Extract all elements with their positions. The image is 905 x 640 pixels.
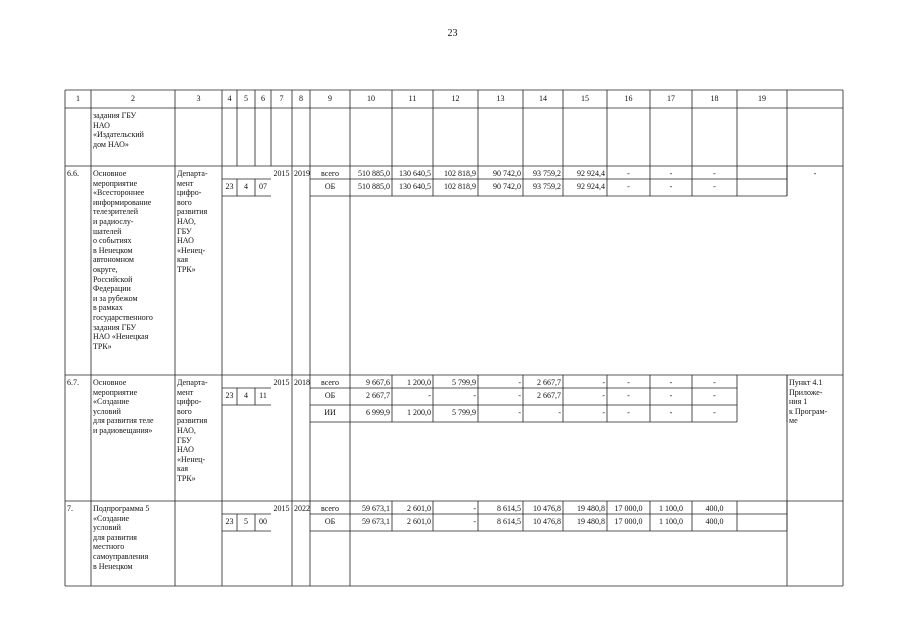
- executor-line: НАО: [177, 236, 194, 246]
- executor-line: НАО,: [177, 217, 196, 226]
- header-cell: 10: [367, 94, 375, 103]
- budget-value: -: [669, 378, 673, 387]
- section-name-line: о событиях: [93, 236, 132, 246]
- section-name-line: «Всестороннее: [93, 188, 145, 198]
- header-cell: 14: [539, 94, 547, 103]
- budget-value: 130 640,5: [399, 182, 431, 191]
- funding-source: всего: [320, 169, 339, 178]
- budget-value: -: [558, 408, 561, 417]
- executor-line: кая: [177, 464, 188, 474]
- budget-value: 1 100,0: [659, 504, 683, 513]
- executor-line: НАО: [177, 445, 194, 455]
- header-cell: 11: [408, 94, 417, 103]
- executor-line: Департа-: [177, 378, 208, 387]
- section-name-line: шателей: [93, 226, 122, 236]
- budget-code: 07: [259, 182, 267, 191]
- header-cell: 2: [131, 94, 135, 103]
- budget-value: 1 100,0: [659, 517, 683, 526]
- budget-value: 5 799,9: [452, 408, 476, 417]
- continuation-name-line: НАО: [93, 120, 110, 130]
- budget-value: -: [627, 408, 630, 417]
- budget-table: [65, 90, 843, 586]
- budget-value: 10 476,8: [533, 517, 561, 526]
- budget-value: 130 640,5: [399, 169, 431, 178]
- budget-value: 510 885,0: [358, 182, 390, 191]
- budget-value: 17 000,0: [614, 504, 643, 513]
- section-name-line: для развития: [93, 532, 137, 542]
- section-name-line: телезрителей: [93, 207, 138, 217]
- header-cell: 13: [496, 94, 505, 103]
- end-year: 2019: [294, 169, 310, 178]
- page-number: 23: [447, 28, 458, 39]
- section-name-line: в Ненецком: [93, 561, 133, 571]
- budget-value: 510 885,0: [358, 169, 390, 178]
- section-name-line: информирование: [93, 197, 152, 207]
- executor-line: цифро-: [177, 397, 202, 407]
- continuation-name-line: задания ГБУ: [93, 111, 137, 120]
- section-id: 7.: [67, 504, 73, 513]
- budget-value: -: [428, 391, 431, 400]
- executor-line: мент: [177, 387, 194, 397]
- budget-value: 2 601,0: [407, 504, 431, 513]
- budget-value: 59 673,1: [362, 517, 390, 526]
- budget-value: -: [518, 408, 521, 417]
- budget-value: 8 614,5: [497, 517, 521, 526]
- budget-value: -: [473, 391, 476, 400]
- budget-code: 00: [259, 517, 267, 526]
- section-name-line: и за рубежом: [93, 293, 138, 303]
- executor-line: мент: [177, 178, 194, 188]
- budget-code: 23: [225, 391, 234, 400]
- executor-line: кая: [177, 255, 188, 265]
- section-name-line: государственного: [93, 313, 153, 322]
- section-name-line: условий: [93, 523, 121, 533]
- budget-code: 23: [225, 182, 234, 191]
- budget-value: -: [713, 169, 716, 178]
- budget-value: 92 924,4: [577, 182, 605, 191]
- budget-value: 8 614,5: [497, 504, 521, 513]
- note-line: к Програм-: [789, 406, 828, 416]
- budget-value: 10 476,8: [533, 504, 561, 513]
- budget-value: 90 742,0: [493, 182, 521, 191]
- budget-value: -: [713, 182, 716, 191]
- budget-value: -: [669, 391, 673, 400]
- section-name-line: Федерации: [93, 284, 131, 294]
- budget-value: 102 818,9: [444, 182, 476, 191]
- budget-value: -: [669, 169, 673, 178]
- budget-value: 2 667,7: [537, 391, 561, 400]
- section-name-line: «Создание: [93, 513, 130, 523]
- budget-value: -: [473, 517, 476, 526]
- executor-line: ТРК»: [177, 474, 196, 483]
- section-name-line: условий: [93, 406, 121, 416]
- executor-line: ГБУ: [177, 435, 192, 445]
- budget-value: 5 799,9: [452, 378, 476, 387]
- funding-source: всего: [320, 504, 339, 513]
- funding-source: ОБ: [324, 182, 336, 191]
- start-year: 2015: [273, 504, 290, 513]
- header-cell: 5: [244, 94, 248, 103]
- budget-value: -: [602, 391, 605, 400]
- budget-value: -: [473, 504, 476, 513]
- section-name-line: Основное: [93, 169, 127, 178]
- budget-value: -: [713, 391, 716, 400]
- end-year: 2022: [294, 504, 310, 513]
- section-name-line: для развития теле: [93, 416, 154, 426]
- continuation-name-line: «Издательский: [93, 130, 144, 140]
- budget-value: 2 667,7: [537, 378, 561, 387]
- section-name-line: округе,: [93, 265, 118, 274]
- note-line: Пункт 4.1: [789, 378, 823, 387]
- budget-value: 1 200,0: [407, 378, 431, 387]
- section-name-line: Основное: [93, 378, 127, 387]
- executor-line: развития: [177, 416, 208, 426]
- budget-value: -: [627, 378, 630, 387]
- header-cell: 12: [451, 94, 460, 103]
- section-name-line: Российской: [93, 274, 133, 284]
- budget-value: -: [518, 391, 521, 400]
- header-cell: 9: [328, 94, 332, 103]
- note-line: ме: [789, 416, 798, 426]
- header-cell: 7: [279, 94, 284, 103]
- section-name-line: Подпрограмма 5: [93, 504, 150, 513]
- section-name-line: в Ненецком: [93, 245, 133, 255]
- budget-value: 6 999,9: [366, 408, 390, 417]
- executor-line: развития: [177, 207, 208, 217]
- budget-value: 93 759,2: [533, 182, 561, 191]
- executor-line: «Ненец-: [177, 454, 206, 464]
- budget-value: 17 000,0: [614, 517, 643, 526]
- section-name-line: мероприятие: [93, 387, 138, 397]
- executor-line: ГБУ: [177, 226, 192, 236]
- funding-source: ИИ: [324, 408, 336, 417]
- budget-value: 2 601,0: [407, 517, 431, 526]
- budget-value: 19 480,8: [577, 504, 605, 513]
- budget-value: -: [627, 182, 630, 191]
- budget-value: -: [602, 378, 605, 387]
- budget-value: -: [713, 378, 716, 387]
- section-name-line: ТРК»: [93, 341, 112, 351]
- executor-line: «Ненец-: [177, 245, 206, 255]
- executor-line: цифро-: [177, 188, 202, 198]
- funding-source: ОБ: [324, 391, 336, 400]
- continuation-name-line: дом НАО»: [93, 139, 129, 149]
- budget-value: -: [669, 182, 673, 191]
- header-cell: 8: [299, 94, 303, 103]
- executor-line: Департа-: [177, 169, 208, 178]
- header-cell: 16: [624, 94, 633, 103]
- budget-value: 102 818,9: [444, 169, 476, 178]
- section-name-line: и радиослу-: [93, 217, 134, 226]
- budget-value: -: [627, 169, 630, 178]
- start-year: 2015: [273, 169, 290, 178]
- budget-value: 93 759,2: [533, 169, 561, 178]
- section-name-line: самоуправления: [93, 552, 149, 561]
- header-cell: 15: [581, 94, 589, 103]
- budget-value: 9 667,6: [366, 378, 390, 387]
- executor-line: ТРК»: [177, 265, 196, 274]
- header-cell: 18: [710, 94, 719, 103]
- header-cell: 3: [196, 94, 201, 103]
- section-name-line: автономном: [93, 255, 134, 265]
- budget-value: 1 200,0: [407, 408, 431, 417]
- budget-code: 11: [259, 391, 267, 400]
- budget-code: 4: [244, 182, 248, 191]
- section-name-line: мероприятие: [93, 178, 138, 188]
- budget-value: 400,0: [705, 504, 724, 513]
- start-year: 2015: [273, 378, 290, 387]
- budget-code: 4: [244, 391, 248, 400]
- budget-value: 92 924,4: [577, 169, 605, 178]
- section-name-line: и радиовещания»: [93, 426, 153, 435]
- section-name-line: в рамках: [93, 303, 123, 313]
- section-name-line: местного: [93, 542, 125, 552]
- note-line: ния 1: [789, 397, 808, 407]
- budget-value: 90 742,0: [493, 169, 521, 178]
- budget-value: 2 667,7: [366, 391, 390, 400]
- budget-value: 59 673,1: [362, 504, 390, 513]
- funding-source: всего: [320, 378, 339, 387]
- section-name-line: задания ГБУ: [93, 322, 137, 332]
- section-name-line: НАО «Ненецкая: [93, 332, 149, 342]
- budget-value: 400,0: [705, 517, 724, 526]
- executor-line: вого: [177, 406, 192, 416]
- budget-code: 23: [225, 517, 234, 526]
- header-cell: 6: [261, 94, 265, 103]
- header-cell: 19: [758, 94, 766, 103]
- budget-value: 19 480,8: [577, 517, 605, 526]
- funding-source: ОБ: [324, 517, 336, 526]
- executor-line: вого: [177, 197, 192, 207]
- budget-value: -: [627, 391, 630, 400]
- budget-value: -: [602, 408, 605, 417]
- row-note: -: [813, 169, 817, 178]
- executor-line: НАО,: [177, 426, 196, 435]
- header-cell: 4: [227, 94, 232, 103]
- section-id: 6.7.: [67, 378, 79, 387]
- end-year: 2018: [294, 378, 310, 387]
- budget-value: -: [713, 408, 716, 417]
- header-cell: 17: [667, 94, 675, 103]
- budget-value: -: [518, 378, 521, 387]
- section-name-line: «Создание: [93, 397, 130, 407]
- header-cell: 1: [76, 94, 80, 103]
- budget-value: -: [669, 408, 673, 417]
- note-line: Приложе-: [789, 387, 823, 397]
- budget-code: 5: [244, 517, 248, 526]
- section-id: 6.6.: [67, 169, 79, 178]
